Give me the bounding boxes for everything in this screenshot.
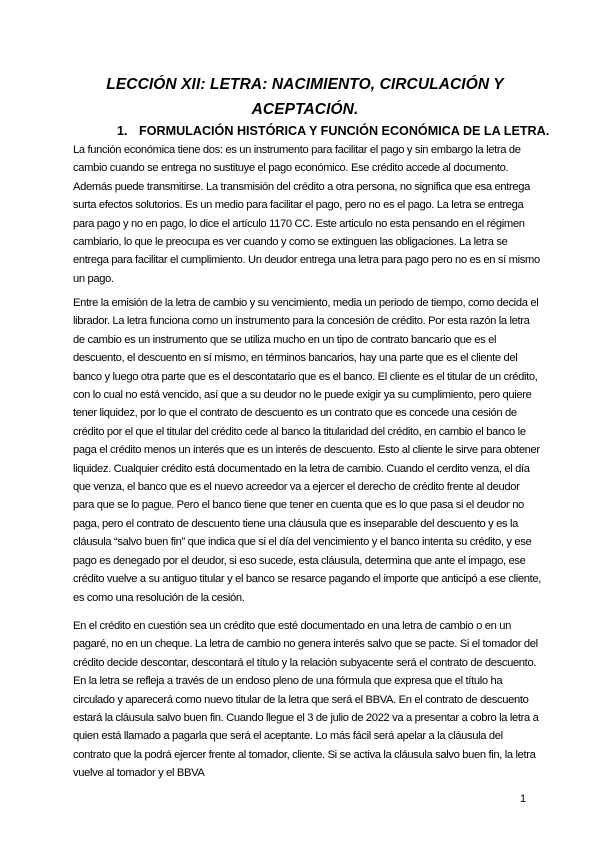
paragraph-1: La función económica tiene dos: es un instrumento para facilitar el pago y sin embargo la letra de cambio cuando se entrega no sustituye el pago económico. Ese crédito accede al documento. Además puede transmitirse. La transmisión del crédito a otra persona, no significa que esa entrega surta efectos solutorios. Es un medio para facilitar el pago, pero no es el pago. La letra se entrega para pago y no en pago, lo dice el artículo 1170 CC. Este articulo no esta pensando en el régimen cambiario, lo que le preocupa es ver cuando y como se extinguen las obligaciones. La letra se entrega para facilitar el cumplimiento. Un deudor entrega una letra para pago pero no es en sí mismo un pago. [73,144,540,285]
paragraph-3: En el crédito en cuestión sea un crédito que esté documentado en una letra de cambio o en un pagaré, no en un cheque. La letra de cambio no genera interés salvo que se pacte. Si el tomador del crédito decide descontar, descontará el título y la relación subyacente será el contrato de descuento. En la letra se refleja a través de un endoso pleno de una fórmula que expresa que el título ha circulado y aparecerá como nuevo titular de la letra que será el BBVA. En el contrato de descuento estará la cláusula salvo buen fin. Cuando llegue el 3 de julio de 2022 va a presentar a cobro la letra a quien está llamado a pagarla que será el aceptante. Lo más fácil será apelar a la cláusula del contrato que la podrá ejercer frente al tomador, cliente. Si se activa la cláusula salvo buen fin, la letra vuelve al tomador y el BBVA [73,620,539,780]
paragraph-2: Entre la emisión de la letra de cambio y su vencimiento, media un periodo de tiempo, como decida el librador. La letra funciona como un instrumento para la concesión de crédito. Por esta razón la letra de cambio es un instrumento que se utiliza mucho en un tipo de contrato bancario que es el descuento, el descuento en sí mismo, en términos bancarios, hay una parte que es el cliente del banco y luego otra parte que es el descontatario que es el banco. El cliente es el titular de un crédito, con lo cual no está vencido, así que a su deudor no le puede exigir ya su cumplimiento, pero quiere tener liquidez, por lo que el contrato de descuento es un contrato que es concede una cesión de crédito por el que el titular del crédito cede al banco la titularidad del crédito, en cambio el banco le paga el crédito menos un interés que es un interés de descuento. Esto al cliente le sirve para obtener liquidez. Cualquier crédito está documentado en la letra de cambio. Cuando el cerdito venza, el día que venza, el banco que es el nuevo acreedor va a ejercer el derecho de crédito frente al deudor para que se lo pague. Pero el banco tiene que tener en cuenta que es lo que pasa si el deudor no paga, pero el contrato de descuento tiene una cláusula que es inseparable del descuento y es la cláusula “salvo buen fin” que indica que si el día del vencimiento y el banco intenta su crédito, y ese pago es denegado por el deudor, si eso sucede, esta cláusula, determina que ante el impago, ese crédito vuelve a su antiguo titular y el banco se resarce pagando el importe que anticipó a ese cliente, es como una resolución de la cesión. [73,297,541,604]
section-heading-text: FORMULACIÓN HISTÓRICA Y FUNCIÓN ECONÓMICA DE LA LETRA. [139,124,550,138]
page-number: 1 [520,793,527,805]
section-number: 1. [117,124,128,138]
section-heading [117,124,549,138]
page-title: LECCIÓN XII: LETRA: NACIMIENTO, CIRCULACIÓN Y ACEPTACIÓN. [106,76,504,118]
